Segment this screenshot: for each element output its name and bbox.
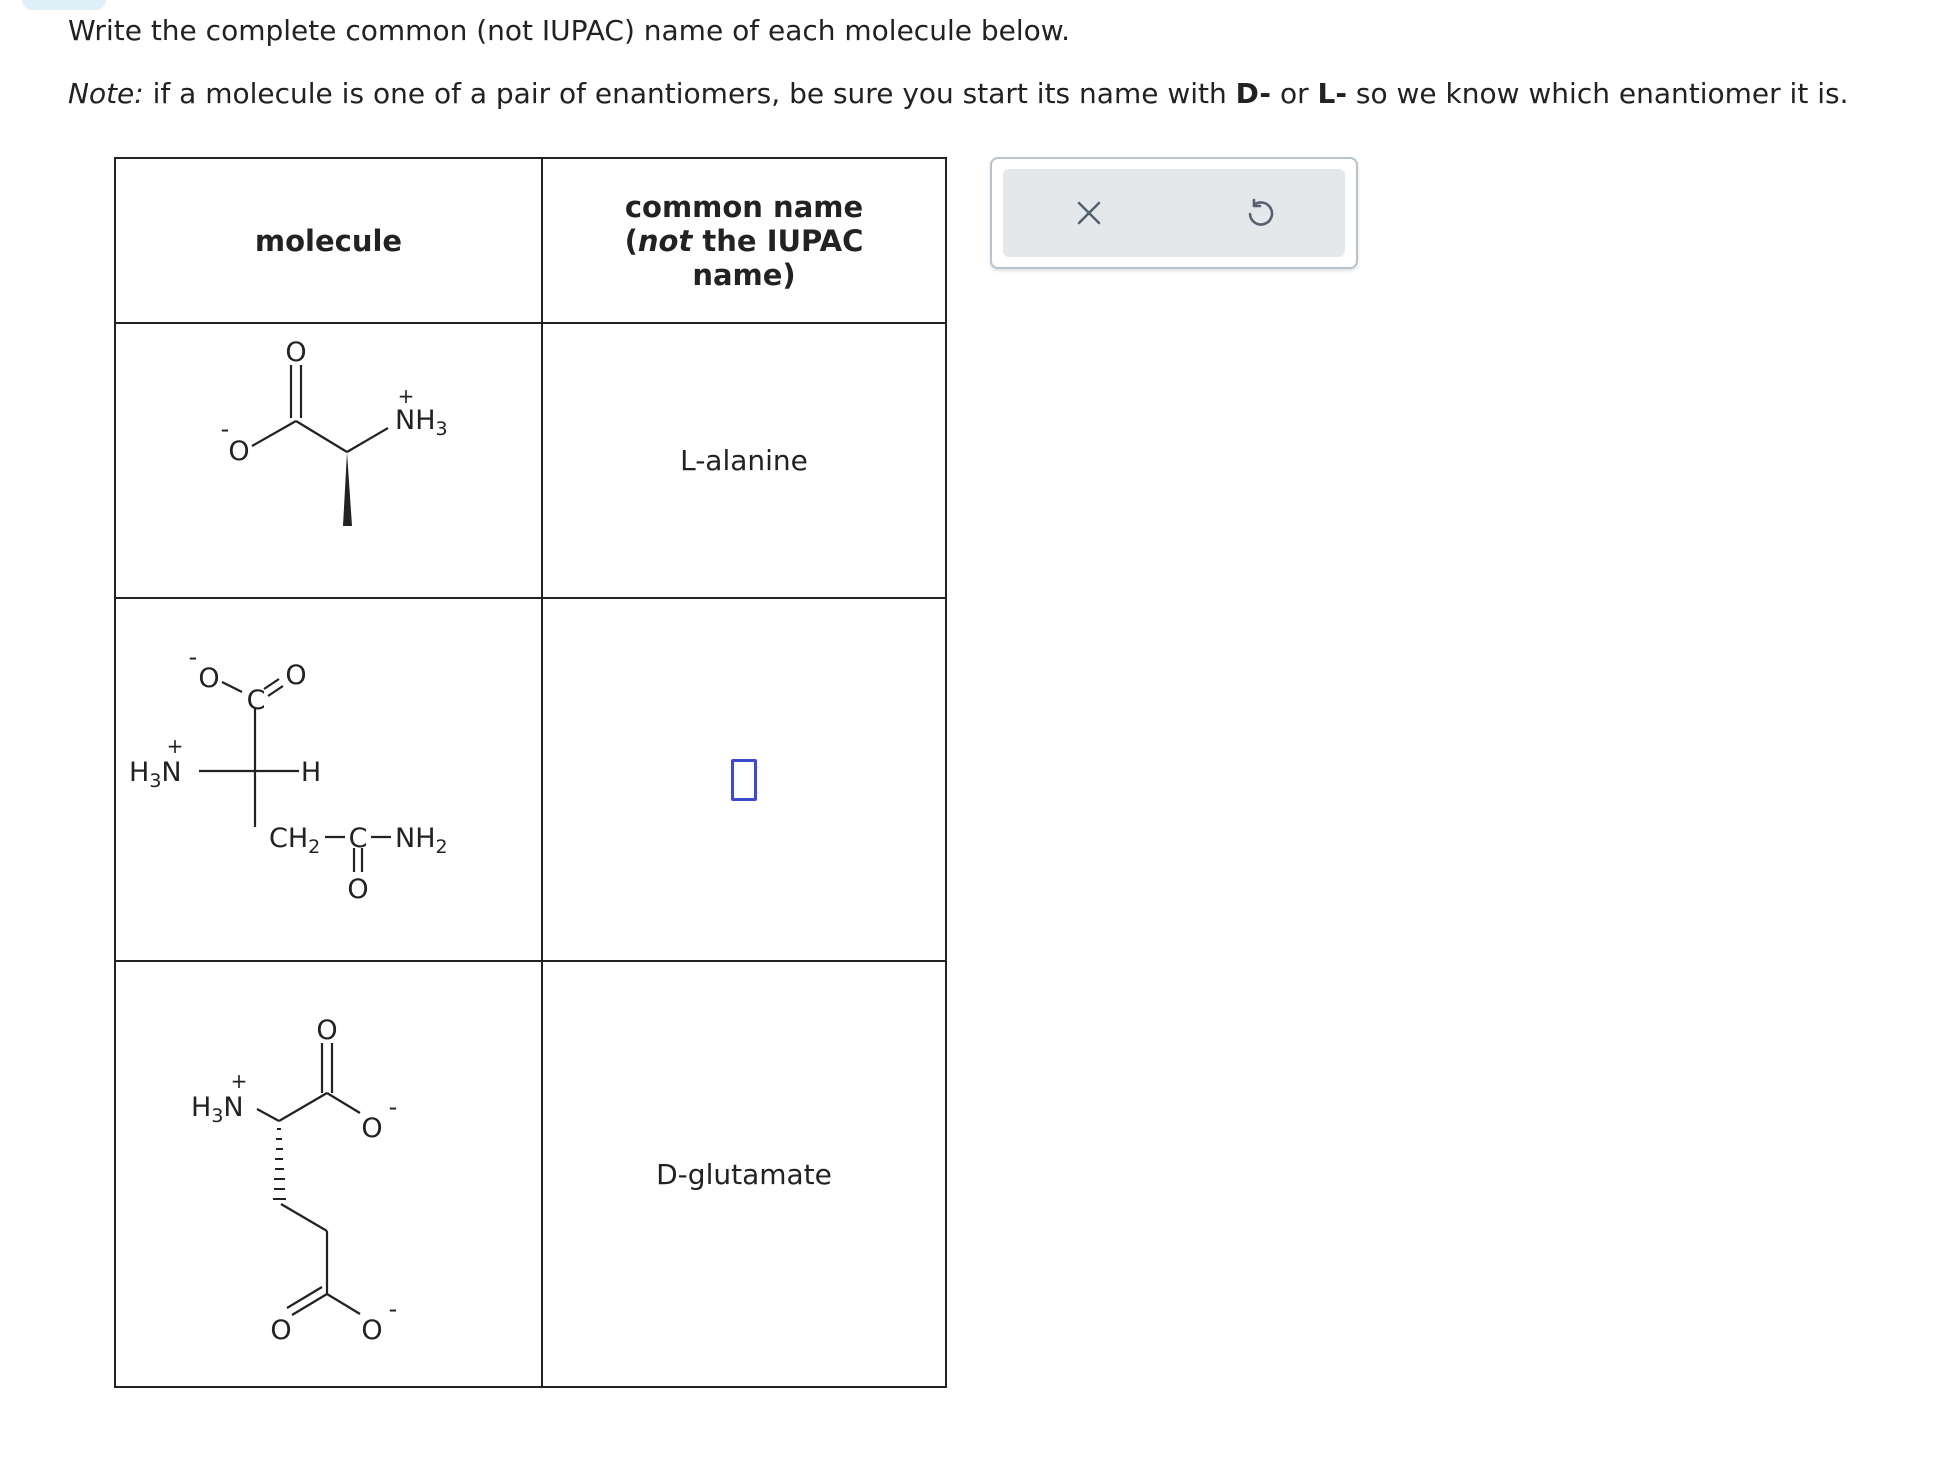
asparagine-structure (119, 605, 539, 955)
instruction-text: Write the complete common (not IUPAC) name of each molecule below. (68, 14, 1070, 47)
undo-button[interactable] (1230, 183, 1290, 243)
bond-n-calpha (257, 1109, 279, 1121)
tool-bar (1003, 169, 1345, 257)
answer-text: L-alanine (680, 444, 808, 477)
bond-cb-cg (281, 1204, 327, 1231)
atom-c-amide: C (348, 822, 367, 854)
bond-double-c (292, 1294, 327, 1315)
note-l-prefix: L- (1317, 77, 1347, 110)
atom-h3n: $H_3N$ (128, 756, 182, 792)
atom-h: H (300, 756, 321, 788)
tool-panel (990, 157, 1358, 269)
glutamate-structure (119, 969, 539, 1379)
answer-cell (542, 323, 946, 598)
molecule-cell (115, 598, 542, 961)
bond-c-o (252, 421, 296, 446)
charge-plus: + (166, 733, 183, 758)
charge-plus: + (230, 1069, 247, 1093)
note-or: or (1271, 77, 1318, 110)
answer-cell (542, 598, 946, 961)
note-text-1: if a molecule is one of a pair of enantiomers, be sure you start its name with (143, 77, 1236, 110)
charge-minus: - (388, 1093, 397, 1121)
top-tab (22, 0, 106, 10)
bond-cd-o (327, 1294, 360, 1314)
charge-minus: - (220, 414, 229, 443)
charge-minus-2: - (388, 1295, 397, 1323)
atom-ch2: $CH_2$ (268, 822, 320, 858)
header-line3: name) (692, 257, 796, 292)
header-not: not (637, 223, 693, 258)
bond-calpha-n (347, 428, 388, 452)
molecule-table (114, 157, 947, 1388)
table-row (115, 598, 946, 961)
header-line1: common name (624, 189, 864, 224)
atom-o-right: O (284, 659, 307, 691)
alanine-structure (119, 331, 539, 591)
answer-text: D-glutamate (656, 1157, 832, 1191)
table-row (115, 323, 946, 598)
charge-minus: - (188, 642, 197, 671)
note-text-2: so we know which enantiomer it is. (1346, 77, 1849, 110)
header-rest: the IUPAC (692, 223, 864, 258)
note-d-prefix: D- (1235, 77, 1272, 110)
atom-nh3: $NH_3$ (394, 404, 448, 440)
atom-o-bottom-left: O (269, 1315, 292, 1346)
atom-o-top: O (284, 336, 307, 368)
atom-nh2: $NH_2$ (394, 822, 448, 858)
header-molecule: molecule (115, 158, 542, 323)
bond-c-o (327, 1093, 360, 1113)
molecule-cell (115, 323, 542, 598)
table-row (115, 961, 946, 1387)
atom-c-carboxyl: C (246, 684, 265, 716)
bond-double-a (264, 679, 279, 689)
atom-o-top: O (315, 1015, 338, 1046)
x-icon (1074, 198, 1104, 228)
molecule-cell (115, 961, 542, 1387)
atom-o-left: O (197, 662, 220, 694)
atom-o-left: O (227, 435, 250, 467)
atom-o-bottom-right: O (360, 1315, 383, 1346)
bond-double-d (287, 1287, 322, 1308)
clear-button[interactable] (1059, 183, 1119, 243)
answer-cell (542, 961, 946, 1387)
bond-double-b (268, 686, 283, 696)
undo-icon (1244, 197, 1276, 229)
header-paren-open: ( (624, 223, 638, 258)
header-common-name (542, 158, 946, 323)
atom-o-right: O (360, 1113, 383, 1144)
answer-input[interactable] (731, 759, 757, 801)
bond-o-c (222, 682, 242, 692)
bond-calpha-c (279, 1093, 327, 1121)
header-row (115, 158, 946, 323)
note-label: Note: (68, 77, 144, 110)
charge-plus: + (397, 383, 414, 408)
wedge-bond (343, 452, 352, 526)
bond-c-calpha (296, 421, 347, 452)
atom-h3n: $H_3N$ (190, 1092, 244, 1127)
atom-o-amide: O (346, 873, 369, 905)
hashed-bond (273, 1129, 286, 1199)
instruction-note (68, 77, 1848, 110)
